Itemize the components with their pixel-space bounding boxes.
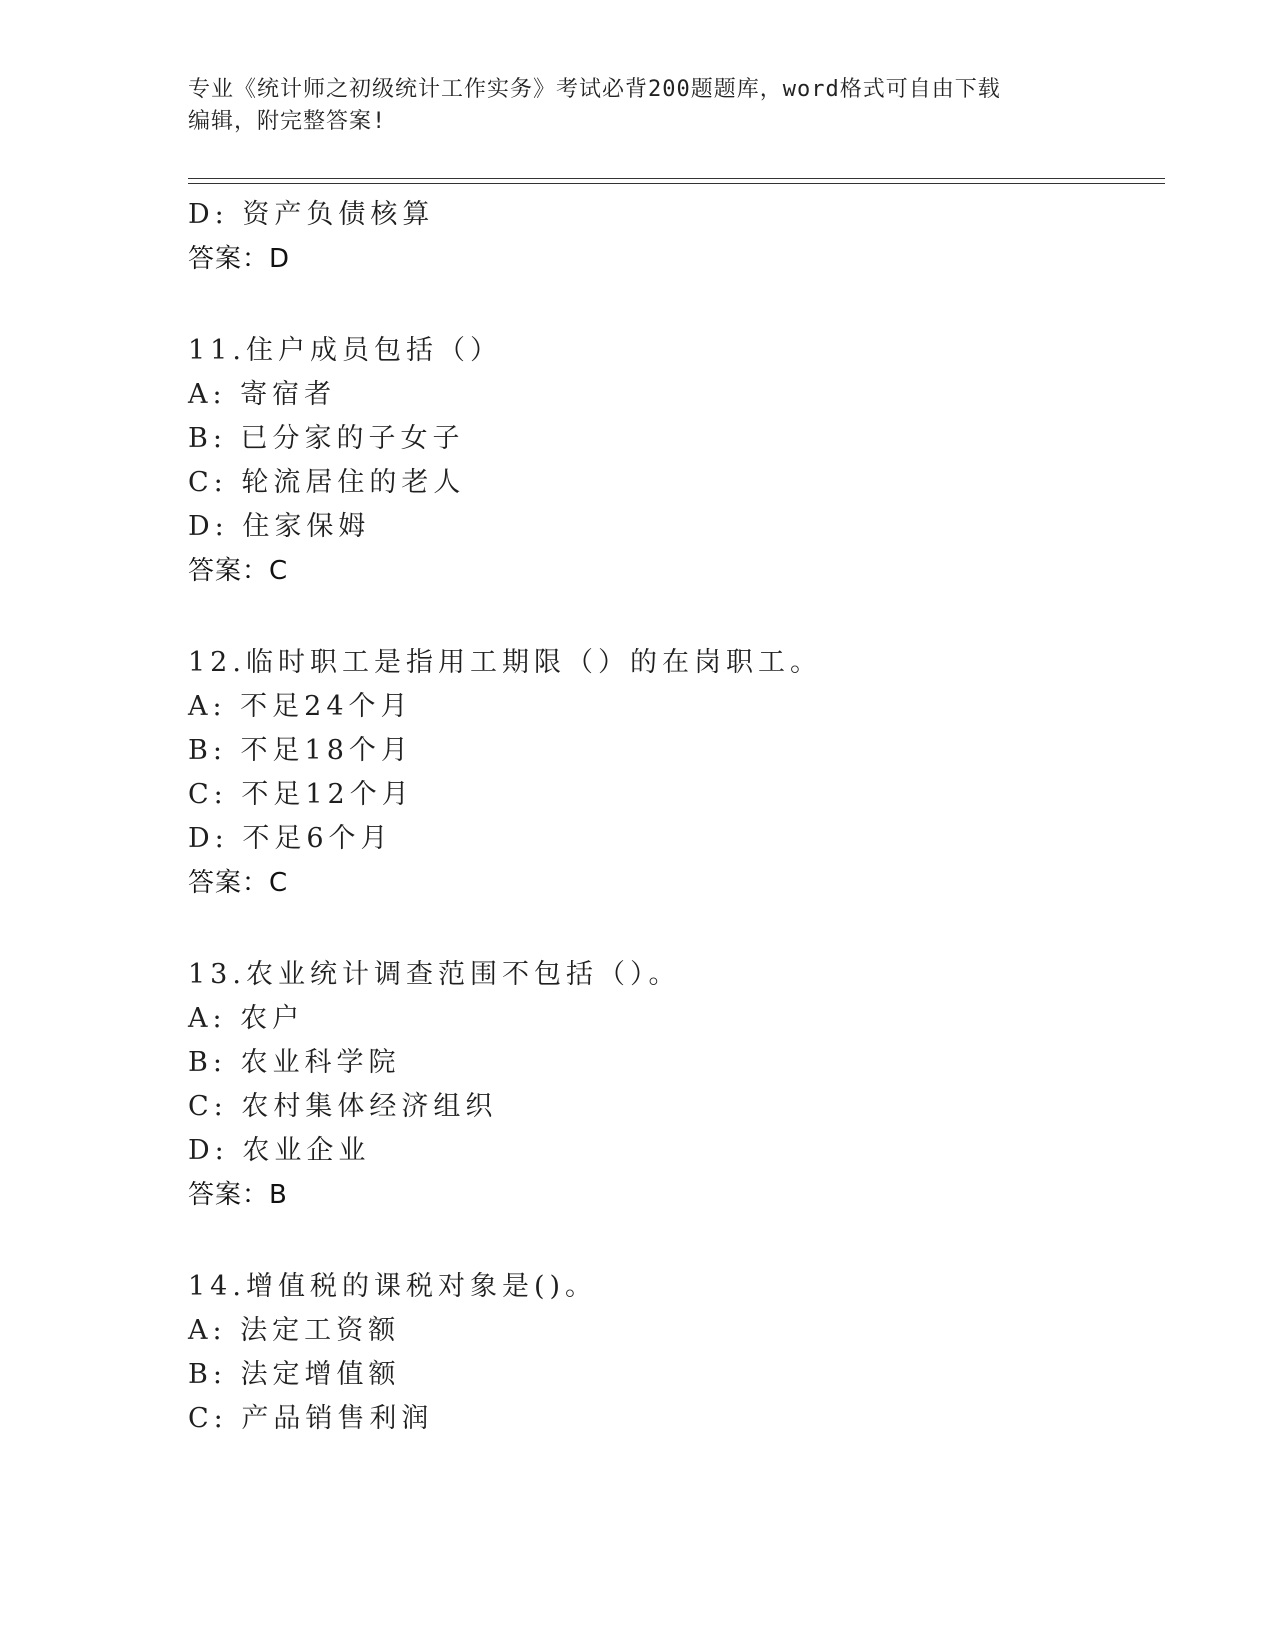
document-header [188,74,1088,138]
option-a: A: 农户 [188,1003,305,1034]
header-line-2: 编辑，附完整答案! [188,109,387,134]
option-d: D: 不足6个月 [188,823,393,854]
option-b: B: 法定增值额 [188,1359,401,1390]
question-stem: 13.农业统计调查范围不包括（）。 [188,959,681,990]
option-d: D: 住家保姆 [188,511,371,542]
header-divider-top [188,178,1165,179]
answer: 答案：C [188,556,289,586]
option-c: C: 轮流居住的老人 [188,467,466,498]
option-a: A: 不足24个月 [188,691,413,722]
question-stem: 14.增值税的课税对象是()。 [188,1271,598,1302]
option-c: C: 不足12个月 [188,779,414,810]
answer: 答案：B [188,1180,288,1210]
question-stem: 11.住户成员包括（） [188,335,502,366]
option-c: C: 农村集体经济组织 [188,1091,498,1122]
header-line-1: 专业《统计师之初级统计工作实务》考试必背200题题库，word格式可自由下载 [188,77,1001,102]
option-b: B: 不足18个月 [188,735,413,766]
header-divider-bottom [188,183,1165,184]
option-c: C: 产品销售利润 [188,1403,434,1434]
answer: 答案：C [188,868,289,898]
option-b: B: 已分家的子女子 [188,423,465,454]
option-b: B: 农业科学院 [188,1047,401,1078]
prev-answer: 答案：D [188,244,291,274]
option-a: A: 寄宿者 [188,379,337,410]
option-a: A: 法定工资额 [188,1315,401,1346]
prev-option-d: D: 资产负债核算 [188,199,435,230]
option-d: D: 农业企业 [188,1135,371,1166]
question-stem: 12.临时职工是指用工期限（）的在岗职工。 [188,647,822,678]
